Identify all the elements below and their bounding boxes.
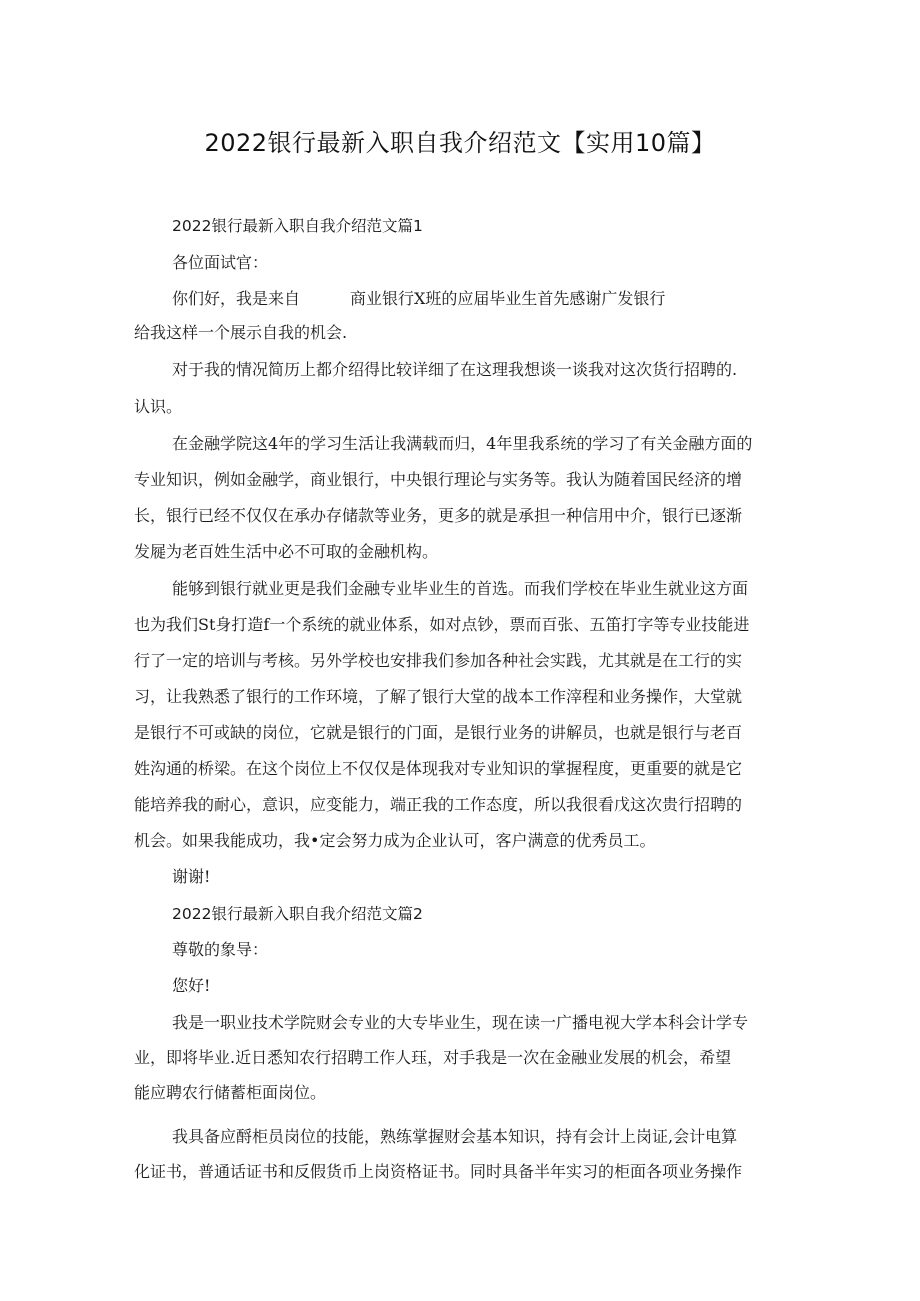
paragraph-line: 姓沟通的桥梁。在这个岗位上不仅仅是体现我对专业知识的掌握程度，更重要的就是它 [134,759,743,778]
paragraph-line: 能应聘农行储蓄柜面岗位。 [134,1083,327,1102]
paragraph-line: 认识。 [134,397,183,416]
paragraph-line: 我是一职业技术学院财会专业的大专毕业生，现在读一广播电视大学本科会计学专 [172,1013,749,1032]
section-1-closing: 谢谢! [172,867,211,886]
paragraph-line: 是银行不可或缺的岗位，它就是银行的门面，是银行业务的讲解员，也就是银行与老百 [134,723,743,742]
paragraph-line: 业，即将毕业.近日悉知农行招聘工作人珏，对手我是一次在金融业发展的机会，希望 [134,1048,732,1067]
paragraph-line: 对于我的情况简历上都介绍得比较详细了在这理我想谈一谈我对这次货行招聘的. [172,360,738,379]
document-title: 2022银行最新入职自我介绍范文【实用10篇】 [204,129,716,157]
paragraph-line: 专业知识，例如金融学，商业银行，中央银行理论与实务等。我认为随着国民经济的增 [134,470,743,489]
section-1-heading: 2022银行最新入职自我介绍范文篇1 [172,217,423,235]
paragraph-line: 化证书，普通话证书和反假货币上岗资格证书。同时具备半年实习的柜面各项业务操作 [134,1162,743,1181]
paragraph-line: 在金融学院这4年的学习生活让我满载而归，4年里我系统的学习了有关金融方面的 [172,434,753,453]
section-2-salutation: 尊敬的象导： [172,940,269,959]
paragraph-line: 给我这样一个展示自我的机会. [134,323,348,342]
paragraph-line: 也为我们St身打造f一个系统的就业体系，如对点钞，票而百张、五笛打字等专业技能进 [134,615,750,634]
paragraph-line: 机会。如果我能成功，我•定会努力成为企业认可，客户满意的优秀员工。 [134,831,656,850]
paragraph-line: 你们好，我是来自 商业银行X班的应届毕业生首先感谢广发银行 [172,289,666,308]
paragraph-line: 行了一定的培训与考核。另外学校也安排我们参加各种社会实践，尤其就是在工行的实 [134,651,743,670]
paragraph-line: 我具备应酹柜员岗位的技能，熟练掌握财会基本知识，持有会计上岗证,会计电算 [172,1127,738,1146]
section-2-heading: 2022银行最新入职自我介绍范文篇2 [172,905,423,923]
paragraph-line: 能够到银行就业更是我们金融专业毕业生的首选。而我们学校在毕业生就业这方面 [172,579,749,598]
paragraph-line: 习，让我熟悉了银行的工作环境，了解了银行大堂的战本工作滓程和业务操作，大堂就 [134,687,743,706]
paragraph-line: 发屣为老百姓生活中必不可取的金融机构。 [134,542,439,561]
paragraph-line: 能培养我的耐心，意识，应变能力，端正我的工作态度，所以我很看戊这次贵行招聘的 [134,795,743,814]
section-1-salutation: 各位面试官： [172,253,269,272]
section-2-greeting: 您好! [172,976,211,995]
paragraph-line: 长，银行已经不仅仅在承办存储款等业务，更多的就是承担一种信用中介，银行已逐渐 [134,506,743,525]
